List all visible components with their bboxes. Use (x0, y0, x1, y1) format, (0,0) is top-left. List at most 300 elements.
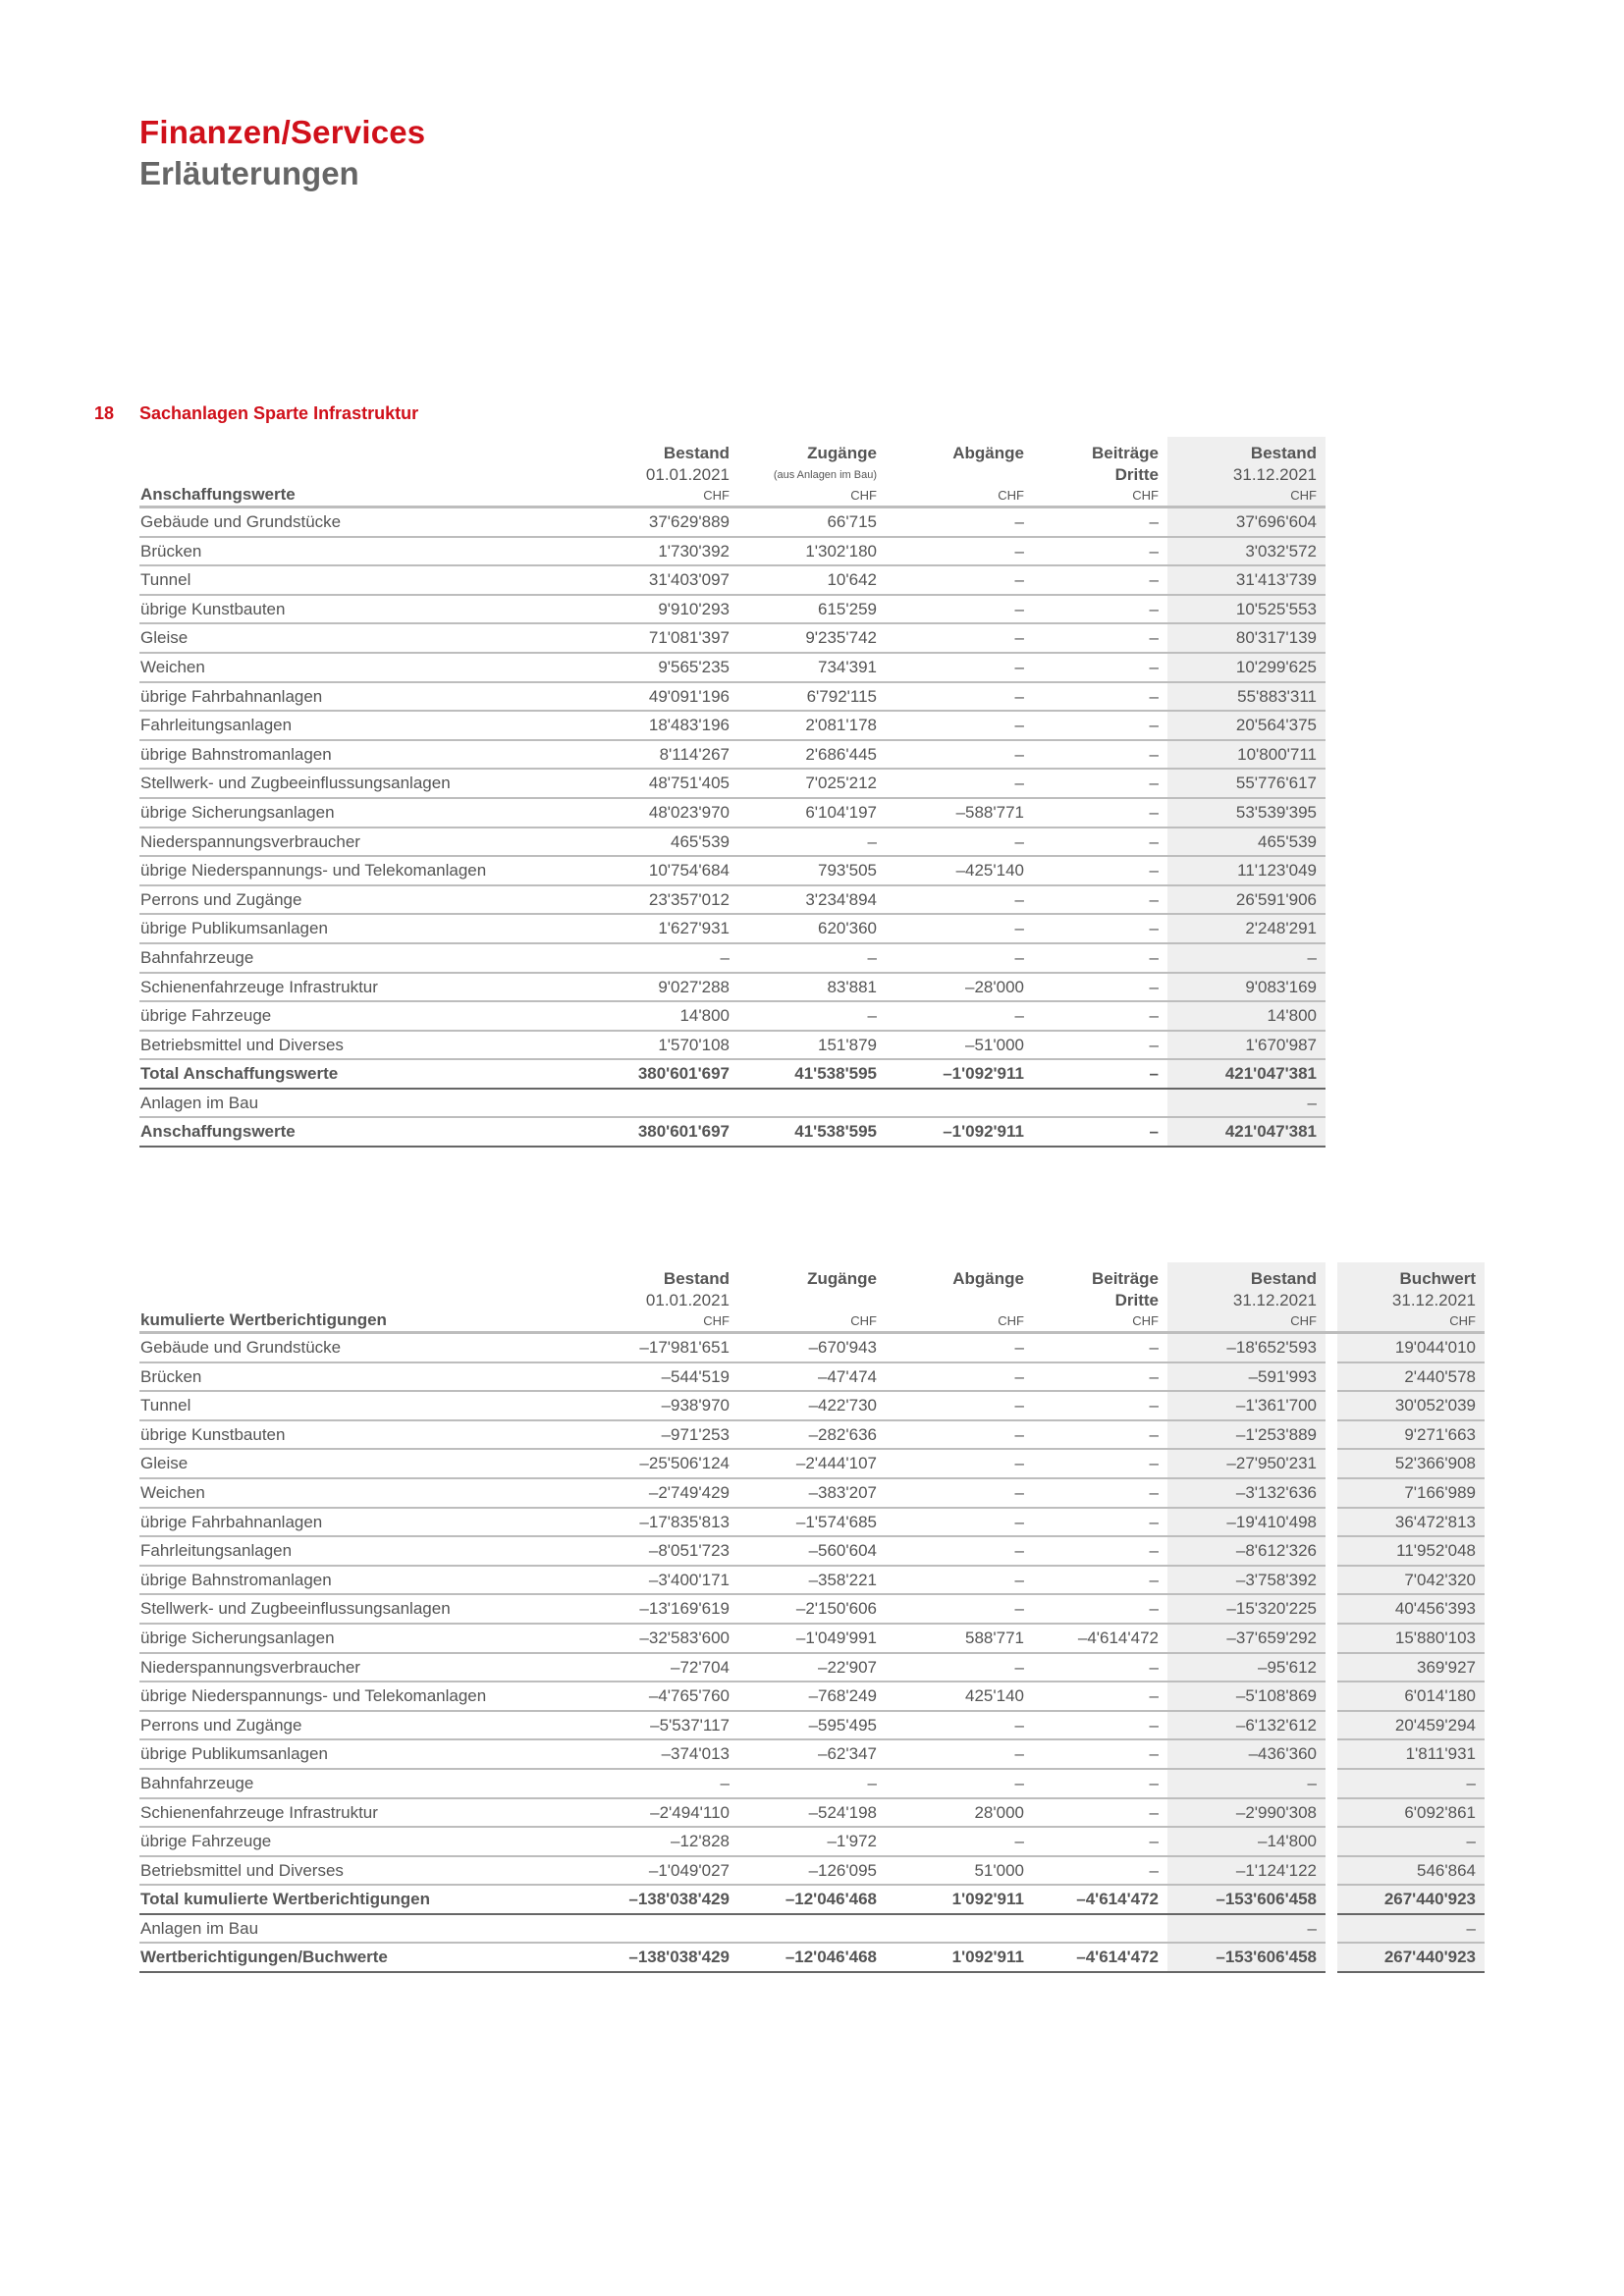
cell-value: – (886, 828, 1033, 857)
cell-value: 9'271'663 (1337, 1420, 1485, 1450)
cell-value: 465'539 (1167, 828, 1326, 857)
table-header-row (139, 437, 1326, 507)
cell-value: – (1033, 1798, 1167, 1828)
cell-value: – (886, 1001, 1033, 1031)
column-gap (1326, 1914, 1337, 1944)
cell-value: 20'459'294 (1337, 1711, 1485, 1740)
column-header: Beiträge Dritte CHF (1033, 1262, 1167, 1333)
cell-value: –19'410'498 (1167, 1508, 1326, 1537)
cell-value: – (886, 623, 1033, 653)
cell-value: 267'440'923 (1337, 1885, 1485, 1914)
cell-value: 37'696'604 (1167, 507, 1326, 537)
cell-value: – (1033, 1653, 1167, 1682)
cell-value: – (1033, 1420, 1167, 1450)
column-header: Bestand 31.12.2021 CHF (1167, 1262, 1326, 1333)
cell-value: – (886, 595, 1033, 624)
cell-value: 2'686'445 (738, 740, 886, 770)
cell-value: – (886, 914, 1033, 943)
cell-value: –2'990'308 (1167, 1798, 1326, 1828)
cell-value: 2'081'178 (738, 711, 886, 740)
column-gap (1326, 1885, 1337, 1914)
cell-value: – (738, 1001, 886, 1031)
column-header: Zugänge (aus Anlagen im Bau) CHF (738, 437, 886, 507)
row-label: Stellwerk- und Zugbeeinflussungsanlagen (139, 769, 591, 798)
cell-value: 9'910'293 (591, 595, 738, 624)
cell-value: – (886, 1508, 1033, 1537)
cell-value: – (1033, 1333, 1167, 1362)
table-row (139, 1711, 1485, 1740)
cell-value: –1'049'991 (738, 1624, 886, 1653)
column-gap (1326, 1508, 1337, 1537)
row-label: Brücken (139, 1362, 591, 1392)
cell-value: 369'927 (1337, 1653, 1485, 1682)
table-row (139, 1031, 1326, 1060)
table-row (139, 507, 1326, 537)
cell-value: –14'800 (1167, 1827, 1326, 1856)
cell-value: 465'539 (591, 828, 738, 857)
cell-value: –8'612'326 (1167, 1536, 1326, 1566)
cell-value: 151'879 (738, 1031, 886, 1060)
cell-value: – (1033, 1031, 1167, 1060)
cell-value: –588'771 (886, 798, 1033, 828)
column-gap (1326, 1827, 1337, 1856)
cell-value: 380'601'697 (591, 1117, 738, 1147)
cell-value: – (1033, 653, 1167, 682)
cell-value: 546'864 (1337, 1856, 1485, 1886)
column-header: Beiträge Dritte CHF (1033, 437, 1167, 507)
cell-value: – (1033, 1117, 1167, 1147)
row-label: Total kumulierte Wertberichtigungen (139, 1885, 591, 1914)
cell-value: –1'049'027 (591, 1856, 738, 1886)
cell-value: 55'883'311 (1167, 682, 1326, 712)
cell-value (886, 1914, 1033, 1944)
cell-value: – (1337, 1769, 1485, 1798)
cell-value: – (738, 828, 886, 857)
row-label: übrige Fahrzeuge (139, 1001, 591, 1031)
cell-value: – (591, 1769, 738, 1798)
cell-value: 1'570'108 (591, 1031, 738, 1060)
column-header: Bestand 31.12.2021 CHF (1167, 437, 1326, 507)
row-label: übrige Kunstbauten (139, 1420, 591, 1450)
row-header: kumulierte Wertberichtigungen (139, 1262, 591, 1333)
cell-value: – (1033, 1827, 1167, 1856)
cell-value: – (886, 1420, 1033, 1450)
cell-value: 11'952'048 (1337, 1536, 1485, 1566)
table-row (139, 1856, 1485, 1886)
cell-value: –282'636 (738, 1420, 886, 1450)
table-row (139, 1391, 1485, 1420)
cell-value: – (1033, 1001, 1167, 1031)
cell-value: –560'604 (738, 1536, 886, 1566)
column-header: Abgänge CHF (886, 1262, 1033, 1333)
row-label: Anschaffungswerte (139, 1117, 591, 1147)
cell-value: –1'092'911 (886, 1117, 1033, 1147)
cell-value: 37'629'889 (591, 507, 738, 537)
row-label: Bahnfahrzeuge (139, 1769, 591, 1798)
cell-value: – (886, 1536, 1033, 1566)
cell-value: –2'444'107 (738, 1449, 886, 1478)
cell-value: 40'456'393 (1337, 1594, 1485, 1624)
cell-value: –544'519 (591, 1362, 738, 1392)
row-label: Niederspannungsverbraucher (139, 828, 591, 857)
row-label: Schienenfahrzeuge Infrastruktur (139, 973, 591, 1002)
cell-value: 7'166'989 (1337, 1478, 1485, 1508)
table-row (139, 1739, 1485, 1769)
cell-value: –8'051'723 (591, 1536, 738, 1566)
table-row (139, 595, 1326, 624)
cell-value: 9'235'742 (738, 623, 886, 653)
row-label: Total Anschaffungswerte (139, 1059, 591, 1089)
cell-value: – (1167, 1914, 1326, 1944)
cell-value: –6'132'612 (1167, 1711, 1326, 1740)
cell-value: 15'880'103 (1337, 1624, 1485, 1653)
column-gap (1326, 1856, 1337, 1886)
cell-value: 55'776'617 (1167, 769, 1326, 798)
cell-value: – (1033, 1594, 1167, 1624)
table-row (139, 914, 1326, 943)
cell-value (1033, 1089, 1167, 1118)
cell-value: –12'828 (591, 1827, 738, 1856)
column-gap (1326, 1798, 1337, 1828)
table-row (139, 1653, 1485, 1682)
cell-value: –153'606'458 (1167, 1885, 1326, 1914)
accumulated-depreciation-table (139, 1262, 1485, 1973)
cell-value: 6'092'861 (1337, 1798, 1485, 1828)
row-label: Weichen (139, 653, 591, 682)
cell-value: –17'835'813 (591, 1508, 738, 1537)
cell-value: –72'704 (591, 1653, 738, 1682)
cell-value: –768'249 (738, 1682, 886, 1711)
column-header: Zugänge CHF (738, 1262, 886, 1333)
cell-value: – (1033, 1711, 1167, 1740)
column-gap (1326, 1624, 1337, 1653)
row-label: Stellwerk- und Zugbeeinflussungsanlagen (139, 1594, 591, 1624)
row-label: übrige Bahnstromanlagen (139, 1566, 591, 1595)
cell-value: 793'505 (738, 856, 886, 885)
cell-value: –13'169'619 (591, 1594, 738, 1624)
cell-value: –971'253 (591, 1420, 738, 1450)
cell-value: 1'627'931 (591, 914, 738, 943)
cell-value: – (1033, 740, 1167, 770)
column-gap (1326, 1333, 1337, 1362)
table-row (139, 973, 1326, 1002)
section-heading (94, 403, 418, 424)
cell-value: –32'583'600 (591, 1624, 738, 1653)
cell-value: –383'207 (738, 1478, 886, 1508)
row-label: übrige Sicherungsanlagen (139, 1624, 591, 1653)
cell-value: 80'317'139 (1167, 623, 1326, 653)
cell-value: – (1337, 1827, 1485, 1856)
cell-value: – (1033, 1739, 1167, 1769)
cell-value: – (886, 1391, 1033, 1420)
cell-value: – (738, 1769, 886, 1798)
cell-value: –3'132'636 (1167, 1478, 1326, 1508)
cell-value: – (1033, 1478, 1167, 1508)
cell-value: –25'506'124 (591, 1449, 738, 1478)
cell-value: – (886, 537, 1033, 566)
cell-value: – (886, 1449, 1033, 1478)
column-gap (1326, 1682, 1337, 1711)
row-label: Wertberichtigungen/Buchwerte (139, 1943, 591, 1972)
table-row (139, 653, 1326, 682)
cell-value: – (1033, 623, 1167, 653)
cell-value: 3'234'894 (738, 885, 886, 915)
cell-value: –62'347 (738, 1739, 886, 1769)
cell-value: – (1337, 1914, 1485, 1944)
cell-value: 10'754'684 (591, 856, 738, 885)
cell-value: 41'538'595 (738, 1117, 886, 1147)
column-gap (1326, 1536, 1337, 1566)
column-header: Bestand 01.01.2021 CHF (591, 437, 738, 507)
row-header: Anschaffungswerte (139, 437, 591, 507)
cell-value: – (1033, 682, 1167, 712)
cell-value: –4'614'472 (1033, 1885, 1167, 1914)
cell-value: 23'357'012 (591, 885, 738, 915)
cell-value: 11'123'049 (1167, 856, 1326, 885)
column-gap (1326, 1943, 1337, 1972)
table-row (139, 682, 1326, 712)
cell-value (886, 1089, 1033, 1118)
cell-value: – (1033, 1856, 1167, 1886)
cell-value: – (1033, 711, 1167, 740)
cell-value: –12'046'468 (738, 1885, 886, 1914)
cell-value: –5'108'869 (1167, 1682, 1326, 1711)
cell-value: –153'606'458 (1167, 1943, 1326, 1972)
cell-value: –1'253'889 (1167, 1420, 1326, 1450)
column-gap (1326, 1391, 1337, 1420)
row-label: Gebäude und Grundstücke (139, 507, 591, 537)
cell-value: – (1033, 507, 1167, 537)
cell-value: 18'483'196 (591, 711, 738, 740)
table-row (139, 1798, 1485, 1828)
cell-value: 421'047'381 (1167, 1117, 1326, 1147)
table-row (139, 769, 1326, 798)
cell-value: 588'771 (886, 1624, 1033, 1653)
cell-value: –1'361'700 (1167, 1391, 1326, 1420)
cell-value: – (1033, 1059, 1167, 1089)
cell-value: –17'981'651 (591, 1333, 738, 1362)
row-label: Fahrleitungsanlagen (139, 711, 591, 740)
table-row (139, 537, 1326, 566)
table-row (139, 1449, 1485, 1478)
cell-value: 2'440'578 (1337, 1362, 1485, 1392)
cell-value: –51'000 (886, 1031, 1033, 1060)
cell-value: – (1033, 595, 1167, 624)
table-row (139, 1682, 1485, 1711)
column-gap (1326, 1653, 1337, 1682)
cell-value: – (1033, 1566, 1167, 1595)
table-row (139, 1333, 1485, 1362)
cell-value: – (886, 1653, 1033, 1682)
cell-value: –1'092'911 (886, 1059, 1033, 1089)
table-row (139, 1508, 1485, 1537)
cell-value (1033, 1914, 1167, 1944)
cell-value: – (1033, 1449, 1167, 1478)
cell-value: – (886, 1566, 1033, 1595)
table-row (139, 943, 1326, 973)
row-label: übrige Fahrbahnanlagen (139, 1508, 591, 1537)
cell-value: –15'320'225 (1167, 1594, 1326, 1624)
cell-value: – (886, 653, 1033, 682)
total-row (139, 1885, 1485, 1914)
table-row (139, 565, 1326, 595)
row-label: Bahnfahrzeuge (139, 943, 591, 973)
cell-value: – (1033, 943, 1167, 973)
cell-value: – (886, 1827, 1033, 1856)
row-label: übrige Publikumsanlagen (139, 1739, 591, 1769)
cell-value: –2'494'110 (591, 1798, 738, 1828)
table-row (139, 1536, 1485, 1566)
cell-value: – (1033, 798, 1167, 828)
cell-value: – (1033, 828, 1167, 857)
page-subtitle: Erläuterungen (139, 155, 359, 191)
column-gap (1326, 1420, 1337, 1450)
cell-value: –938'970 (591, 1391, 738, 1420)
cell-value: 6'104'197 (738, 798, 886, 828)
cell-value: 1'730'392 (591, 537, 738, 566)
cell-value: 9'083'169 (1167, 973, 1326, 1002)
table-row (139, 828, 1326, 857)
cell-value: –1'574'685 (738, 1508, 886, 1537)
cell-value: –3'400'171 (591, 1566, 738, 1595)
row-label: Betriebsmittel und Diverses (139, 1856, 591, 1886)
cell-value (738, 1914, 886, 1944)
cell-value: – (1033, 1682, 1167, 1711)
cell-value: 14'800 (1167, 1001, 1326, 1031)
cell-value: 425'140 (886, 1682, 1033, 1711)
cell-value: – (1033, 1362, 1167, 1392)
cell-value: –27'950'231 (1167, 1449, 1326, 1478)
column-gap (1326, 1262, 1337, 1333)
cell-value: –436'360 (1167, 1739, 1326, 1769)
cell-value: – (1033, 565, 1167, 595)
cell-value: – (886, 507, 1033, 537)
cell-value (738, 1089, 886, 1118)
row-label: Anlagen im Bau (139, 1914, 591, 1944)
cell-value: 1'092'911 (886, 1885, 1033, 1914)
table-row (139, 885, 1326, 915)
cell-value: – (886, 1711, 1033, 1740)
cell-value: – (886, 682, 1033, 712)
cell-value: – (1033, 1769, 1167, 1798)
cell-value: 36'472'813 (1337, 1508, 1485, 1537)
table-header-row (139, 1262, 1485, 1333)
table-row (139, 856, 1326, 885)
row-label: übrige Bahnstromanlagen (139, 740, 591, 770)
cell-value: 7'025'212 (738, 769, 886, 798)
row-label: Tunnel (139, 1391, 591, 1420)
table-row (139, 711, 1326, 740)
cell-value: –4'614'472 (1033, 1624, 1167, 1653)
cell-value: –422'730 (738, 1391, 886, 1420)
cell-value: 83'881 (738, 973, 886, 1002)
row-label: Perrons und Zugänge (139, 1711, 591, 1740)
cell-value: – (1033, 914, 1167, 943)
cell-value: –4'614'472 (1033, 1943, 1167, 1972)
cell-value: – (886, 769, 1033, 798)
cell-value: – (738, 943, 886, 973)
cell-value: – (1033, 885, 1167, 915)
cell-value: 51'000 (886, 1856, 1033, 1886)
cell-value: 1'670'987 (1167, 1031, 1326, 1060)
row-label: Fahrleitungsanlagen (139, 1536, 591, 1566)
cell-value: 10'642 (738, 565, 886, 595)
cell-value: 2'248'291 (1167, 914, 1326, 943)
table-row (139, 798, 1326, 828)
row-label: Anlagen im Bau (139, 1089, 591, 1118)
cell-value: 19'044'010 (1337, 1333, 1485, 1362)
cell-value (591, 1089, 738, 1118)
cell-value: 1'092'911 (886, 1943, 1033, 1972)
cell-value: – (1167, 1769, 1326, 1798)
cell-value: 10'800'711 (1167, 740, 1326, 770)
row-label: Gebäude und Grundstücke (139, 1333, 591, 1362)
column-gap (1326, 1478, 1337, 1508)
cell-value: – (886, 740, 1033, 770)
cell-value: 380'601'697 (591, 1059, 738, 1089)
cell-value: 3'032'572 (1167, 537, 1326, 566)
column-header: Abgänge CHF (886, 437, 1033, 507)
table-row (139, 623, 1326, 653)
row-label: übrige Fahrzeuge (139, 1827, 591, 1856)
column-gap (1326, 1566, 1337, 1595)
column-header: Buchwert 31.12.2021 CHF (1337, 1262, 1485, 1333)
cell-value: 6'014'180 (1337, 1682, 1485, 1711)
cell-value: 615'259 (738, 595, 886, 624)
cell-value: –670'943 (738, 1333, 886, 1362)
cell-value: 14'800 (591, 1001, 738, 1031)
cell-value: –28'000 (886, 973, 1033, 1002)
cell-value: –18'652'593 (1167, 1333, 1326, 1362)
cell-value: 48'023'970 (591, 798, 738, 828)
cell-value: –95'612 (1167, 1653, 1326, 1682)
row-label: Gleise (139, 1449, 591, 1478)
cell-value: –1'124'122 (1167, 1856, 1326, 1886)
cell-value: 10'299'625 (1167, 653, 1326, 682)
row-label: übrige Fahrbahnanlagen (139, 682, 591, 712)
row-label: Perrons und Zugänge (139, 885, 591, 915)
cell-value: – (886, 885, 1033, 915)
row-label: übrige Kunstbauten (139, 595, 591, 624)
row-label: übrige Niederspannungs- und Telekomanlagen (139, 856, 591, 885)
cell-value: – (886, 1333, 1033, 1362)
column-gap (1326, 1449, 1337, 1478)
cell-value: 31'403'097 (591, 565, 738, 595)
cell-value: 6'792'115 (738, 682, 886, 712)
cell-value: –4'765'760 (591, 1682, 738, 1711)
table-row (139, 740, 1326, 770)
cell-value: 1'811'931 (1337, 1739, 1485, 1769)
cell-value: 9'027'288 (591, 973, 738, 1002)
cell-value: 48'751'405 (591, 769, 738, 798)
cell-value: – (1033, 769, 1167, 798)
table-row (139, 1362, 1485, 1392)
section-number: 18 (94, 403, 115, 423)
cell-value (591, 1914, 738, 1944)
row-label: Weichen (139, 1478, 591, 1508)
column-gap (1326, 1594, 1337, 1624)
cell-value: –138'038'429 (591, 1885, 738, 1914)
cell-value: 8'114'267 (591, 740, 738, 770)
row-label: Brücken (139, 537, 591, 566)
table-row (139, 1566, 1485, 1595)
cell-value: 31'413'739 (1167, 565, 1326, 595)
cell-value: – (886, 565, 1033, 595)
cell-value: – (1167, 1089, 1326, 1118)
cell-value: –3'758'392 (1167, 1566, 1326, 1595)
cell-value: 66'715 (738, 507, 886, 537)
row-label: Tunnel (139, 565, 591, 595)
